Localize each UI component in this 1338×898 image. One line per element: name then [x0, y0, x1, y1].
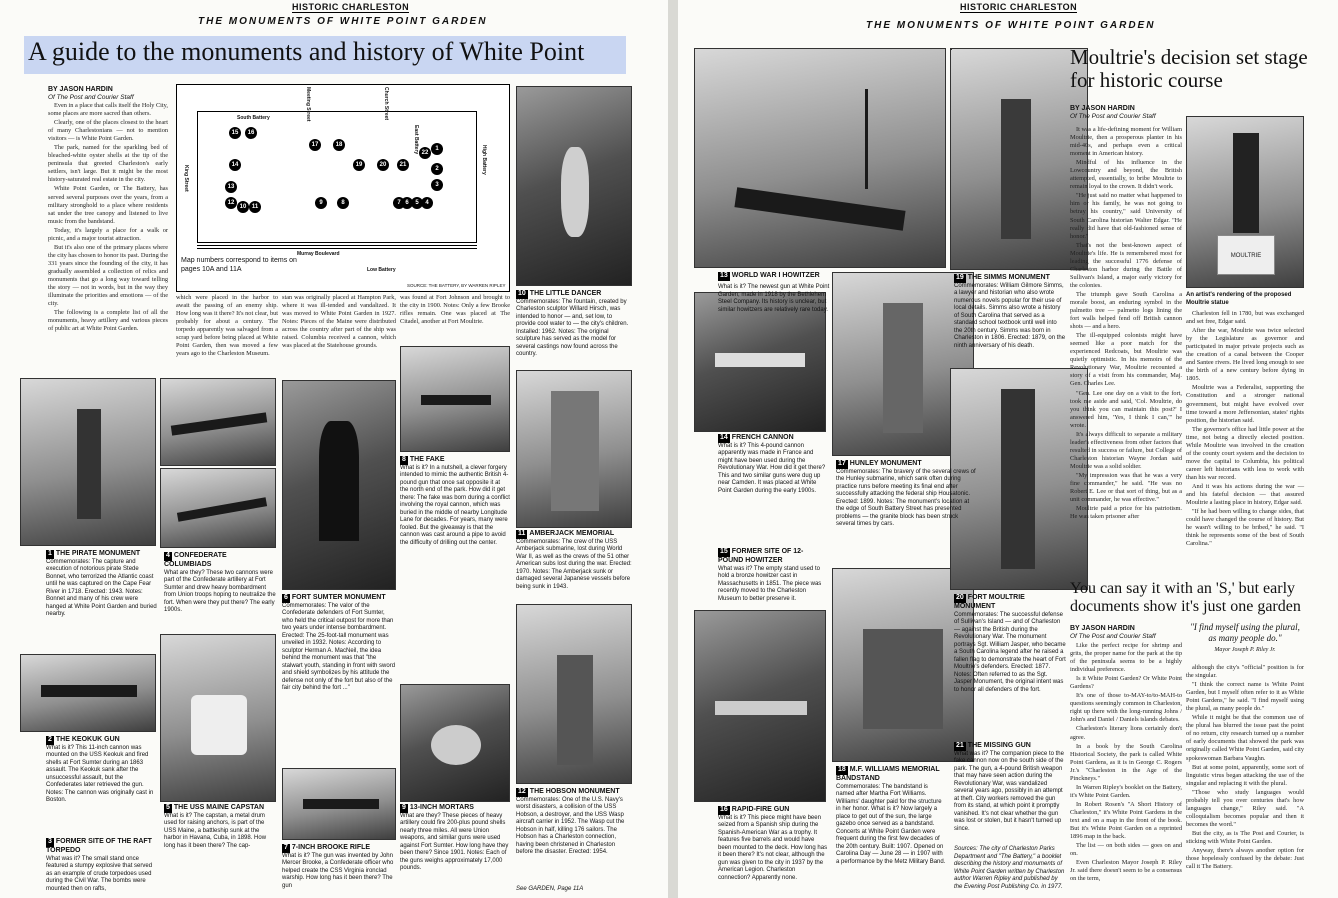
moultrie-photo-caption: An artist's rendering of the proposed Moultrie statue: [1186, 292, 1292, 306]
paragraph: In Warren Ripley's booklet on the Battery, it's White Point Garden.: [1070, 783, 1182, 799]
paragraph: Today, it's largely a place for a walk or picnic, and a major tourist attraction.: [48, 226, 168, 242]
item-caption-21: 21 THE MISSING GUN What was it? The companion piece to the fake cannon now on the south side of the park. The gun, a 4-pound British weapon that may have seen action during the Revolutionary War, was vandalized several years ago, possibly in an attempt at theft. City workers removed the gun from its stand, at which point it promptly vanished. It's not clear whether the gun was lost or stolen, but it hasn't turned up since.: [954, 742, 1064, 832]
moultrie-headline: Moultrie's decision set stage for historic course: [1070, 45, 1308, 93]
item-caption-13-title: 13 WORLD WAR I HOWITZER: [720, 272, 820, 279]
moultrie-byline: [1070, 104, 1190, 122]
maine-capstan-photo: [160, 634, 276, 802]
paragraph: "I think the correct name is White Point Garden, but I myself often refer to it as White Point Gardens," he said. "I find myself using the plural, as many people do.": [1186, 681, 1304, 713]
item-caption-2: 2 THE KEOKUK GUN What is it? This 11-inch cannon was mounted on the USS Keokuk and fired shells at Fort Sumter during an 1863 assault. The Keokuk sank after the unsuccessful assault, but the Confederates later retrieved the gun. Notes: The cannon was originally cast in Boston.: [46, 736, 154, 804]
street-label: East Battery: [413, 125, 419, 155]
headline-highlight-box[interactable]: [24, 36, 626, 74]
item-caption-6: 6 FORT SUMTER MONUMENT Commemorates: The valor of the Confederate defenders of Fort Sumter, who held the critical outpost for more than two years under intense bombardment. Erected: The 25-foot-tall monument was unveiled in 1932. Notes: According to sculptor Herman A. MacNeil, the idea behind the monument was that "the stalwart youth, standing in front with sword and shield symbolizes by his attitude the defense not only of the fort but also of the fair city behind the fort ...": [282, 594, 396, 692]
paragraph: "If he had been willing to change sides, that could have changed the course of history. But he wasn't willing to be bribed," he said. "I think he represents some of the best of South Carolina.": [1186, 508, 1304, 548]
paragraph: That's not the best-known aspect of Moultrie's life. He is remembered most for leading the successful 1776 defense of Charleston harbor during the Battle of Sullivan's Island, a major early victory for the colonies.: [1070, 241, 1182, 289]
paragraph: Is it White Point Garden? Or White Point Gardens?: [1070, 675, 1182, 691]
map-pin-5: 5: [411, 197, 423, 209]
item-caption-16: 16 RAPID-FIRE GUN What is it? This piece might have been seized from a Spanish ship during the Spanish-American War as a trophy. It features five barrels and would have been mounted to the deck. How long has it been there? It's not clear, although the gun was given to the city in 1937 by the American Legion. Charleston connection? Apparently none.: [718, 806, 828, 881]
item-caption-12: 12 THE HOBSON MONUMENT Commemorates: One of the U.S. Navy's worst disasters, a collision of the USS Hobson, a destroyer, and the USS Wasp aircraft carrier in 1952. The Wasp cut the Hobson in half, killing 176 sailors. The Hobson has a Charleston connection, having been christened in Charleston before the disaster. Erected: 1954.: [516, 788, 625, 856]
map-pin-20: 20: [377, 159, 389, 171]
item-caption-11: 11 AMBERJACK MEMORIAL Commemorates: The crew of the USS Amberjack submarine, lost during World War II, as well as the crews of the 51 other American subs lost during the war. Erected: 1970. Notes: The Amberjack sunk or damaged several Japanese vessels before being sunk in 1943.: [516, 530, 632, 590]
brooke-continued-text: was found at Fort Johnson and brought to the city in 1900. Notes: Only a few Brooke rifles remain. One was placed at The Citadel, another at Fort Moultrie.: [400, 294, 510, 326]
moultrie-byline-org: Of The Post and Courier Staff: [1070, 113, 1156, 121]
item-caption-3: 3 FORMER SITE OF THE RAFT TORPEDO What was it? The small stand once featured a stumpy explosive that served as an example of crude torpedoes used during the Civil War. The bombs were mounted then on rafts,: [46, 838, 153, 892]
statue-plinth-label: MOULTRIE: [1217, 235, 1275, 275]
paragraph: The park, named for the sparkling bed of bleached-white oyster shells at the tip of the peninsula that greeted Charleston's early settlers, isn't large. But it might be the most history-saturated real estate in the city.: [48, 144, 168, 184]
item-caption-10: 10 THE LITTLE DANCER Commemorates: The fountain, created by Charleston sculptor Willard Hirsch, was intended to honor — and, set low, to provide cool water to — the city's children. Installed: 1962. Notes: The original sculpture has served as the model for several castings now found across the country.: [516, 290, 629, 358]
item-caption-15: 15 FORMER SITE OF 12-POUND HOWITZER What was it? The empty stand used to hold a bronze howitzer cast in Massachusetts in 1851. The piece was recently moved to the Charleston Museum to better preserve it.: [718, 548, 822, 602]
garden-article-text-continued: [1186, 664, 1304, 898]
paragraph: White Point Garden, or The Battery, has served several purposes over the years, from a military stronghold to a place where residents sat under the tree canopy and listened to live music from the bandstand.: [48, 185, 168, 225]
map-pin-6: 6: [401, 197, 413, 209]
paragraph: Moultrie paid a price for his patriotism. He was taken prisoner after: [1070, 505, 1182, 521]
street-label: Meeting Street: [305, 87, 311, 122]
byline: [48, 85, 168, 103]
paragraph: "He just said no matter what happened to him or his family, he was not going to betray his country," said University of South Carolina historian Walter Edgar. "He really did have that old-fashioned sense of honor.": [1070, 192, 1182, 240]
street-label: King Street: [183, 165, 189, 192]
paragraph: It's one of those to-MAY-to/to-MAH-to questions seemingly common in Charleston, right up there with the long-running Johns / John's and Daniel / Daniels islands debates.: [1070, 692, 1182, 724]
paragraph: "Gen. Lee one day on a visit to the fort, took me aside and said, 'Col. Moultrie, do you think you can maintain this post?' I answered him, 'Yes, I think I can,'" he wrote.: [1070, 389, 1182, 429]
paragraph: The governor's office had little power at the time, not being a directly elected position. While Moultrie was involved in the creation of the county court system and the decision to move the capital to Columbia, his political career left historians with less to work with than his war record.: [1186, 425, 1304, 481]
paragraph: While it might be that the common use of the plural has blurred the issue past the point of no return, city research turned up a number of early documents that showed the park was originally called White Point Garden, said city spokeswoman Barbara Vaughn.: [1186, 714, 1304, 762]
map-pin-2: 2: [431, 163, 443, 175]
pull-quote-text: "I find myself using the plural, as many people do.": [1190, 622, 1300, 644]
item-caption-20: 20 FORT MOULTRIE MONUMENT Commemorates: The successful defense of Sullivan's Island — and of Charleston — against the British during the Revolutionary War. The monument portrays Sgt. William Jasper, who became a South Carolina legend after he raised a fallen flag to demonstrate the heart of Fort Moultrie's defenders. Erected: 1877. Notes: Often referred to as the Sgt. Jasper Monument, the original intent was to honor all defenders of the fort.: [954, 594, 1066, 693]
pull-quote-attribution: Mayor Joseph P. Riley Jr.: [1214, 646, 1276, 653]
capstan-continued-text: stan was originally placed at Hampton Park, where it was ill-tended and vandalized. It was moved to White Point Garden in 1927. Notes: Pieces of the Maine were distributed across the country after part of the ship was raised. Columbia received a cannon, which was placed at the Statehouse grounds.: [282, 294, 396, 350]
map-pin-18: 18: [333, 139, 345, 151]
item-caption-18: 18 M.F. WILLIAMS MEMORIAL BANDSTAND Commemorates: The bandstand is named after Martha Fort Williams. Williams' daughter paid for the structure in her honor. What is it? Now largely a place to get out of the sun, the large gazebo once served as a bandstand. Concerts at White Point Garden were frequent during the first few decades of the 20th century. Built: 1907. Opened on Carolina Day — June 28 — in 1907 with a performance by the Metz Military Band.: [836, 766, 946, 865]
paragraph: In Robert Rosen's "A Short History of Charleston," it's White Point Gardens in the text and on a map in the front of the book. But it's White Point Garden on a reprinted 1896 map in the back.: [1070, 800, 1182, 841]
item-caption-14: 14 FRENCH CANNON What is it? This 4-pound cannon apparently was made in France and might have been used during the Revolutionary War. How did it get there? This and two similar guns were dug up near Camden. It was placed at White Point Garden during the early 1900s.: [718, 434, 826, 494]
paragraph: Even in a place that calls itself the Holy City, some places are more sacred than others.: [48, 102, 168, 118]
garden-byline-name: BY JASON HARDIN: [1070, 625, 1135, 632]
paragraph: Like the perfect recipe for shrimp and grits, the proper name for the park at the tip of the peninsula seems to be a highly individual preference.: [1070, 642, 1182, 674]
bandstand-photo: [832, 568, 974, 762]
paragraph: Charleston's literary lions certainly don't agree.: [1070, 725, 1182, 741]
paragraph: Even Charleston Mayor Joseph P. Riley Jr. said there doesn't seem to be a consensus on the term,: [1070, 859, 1182, 883]
map-pin-14: 14: [229, 159, 241, 171]
map-pin-21: 21: [397, 159, 409, 171]
columbiad-photo-1: [160, 378, 276, 466]
spacer: [950, 48, 952, 50]
keokuk-gun-photo: [20, 654, 156, 732]
pull-quote: [1186, 622, 1304, 654]
paragraph: "Those who study languages would probably tell you over centuries that's how languages change," Riley said. "A colloquialism becomes popular and then it becomes the word.": [1186, 788, 1304, 828]
right-page: [678, 0, 1338, 898]
page-gutter: [668, 0, 678, 898]
columbiad-photo-2: [160, 468, 276, 548]
moultrie-byline-name: BY JASON HARDIN: [1070, 105, 1135, 112]
paragraph: "My impression was that he was a very fine commander," he said. "He was no Robert E. Lee or that sort of thing, but as a unit commander, he was effective.": [1070, 471, 1182, 504]
map-pin-7: 7: [393, 197, 405, 209]
map-pin-11: 11: [249, 201, 261, 213]
map-pin-10: 10: [237, 201, 249, 213]
paragraph: After the war, Moultrie was twice selected by the Legislature as governor and participated in major private projects such as the creation of a canal between the Cooper and Santee rivers. He lived long enough to see the birth of a new century before dying in 1805.: [1186, 327, 1304, 383]
brooke-rifle-photo: [282, 768, 396, 840]
item-caption-5: 5 THE USS MAINE CAPSTAN What is it? The capstan, a metal drum used for raising anchors, is part of the USS Maine, a battleship sunk at the harbor in Havana, Cuba, in 1898. How long has it been there? The cap-: [164, 804, 267, 849]
paragraph: Charleston fell in 1780, but was exchanged and set free, Edgar said.: [1186, 310, 1304, 326]
section-slug: HISTORIC CHARLESTON: [960, 2, 1078, 12]
moultrie-article-text-continued: [1186, 310, 1304, 574]
map-pin-15: 15: [229, 127, 241, 139]
paragraph: Mindful of his influence in the Lowcountry and beyond, the British attempted, essentially, to bribe Moultrie to remain loyal to the crown. It didn't work.: [1070, 159, 1182, 191]
paragraph: But the city, as is The Post and Courier, is sticking with White Point Garden.: [1186, 829, 1304, 845]
map-pin-1: 1: [431, 143, 443, 155]
item-caption-19: 19 THE SIMMS MONUMENT Commemorates: William Gilmore Simms, a lawyer and historian who also wrote numerous novels popular for their use of local details. Simms also wrote a history of South Carolina that served as a standard school textbook until well into the 20th century. Simms was born in Charleston in 1806. Erected: 1879, on the ninth anniversary of his death.: [954, 274, 1066, 349]
street-label: Low Battery: [367, 267, 396, 273]
left-page: [0, 0, 668, 898]
statue-photo: [950, 48, 1088, 270]
moultrie-statue-rendering: [1186, 116, 1304, 288]
paragraph: Clearly, one of the places closest to the heart of many Charlestonians — not to mention visitors — is White Point Garden.: [48, 119, 168, 143]
paragraph: The following is a complete list of all the monuments, heavy artillery and various pieces of public art at White Point Garden.: [48, 309, 168, 333]
little-dancer-photo: [516, 86, 632, 286]
rapid-fire-gun-photo: [694, 610, 826, 802]
map-pin-3: 3: [431, 179, 443, 191]
paragraph: In a book by the South Carolina Historical Society, the park is called White Point Gardens, as it is in George C. Rogers Jr.'s "Charleston in the Age of the Pinckneys.": [1070, 742, 1182, 782]
section-band: THE MONUMENTS OF WHITE POINT GARDEN: [866, 20, 1156, 31]
street-label: High Battery: [481, 145, 487, 175]
street-label: Murray Boulevard: [297, 251, 340, 257]
pirate-monument-photo: [20, 378, 156, 546]
boulevard-line: [197, 245, 477, 249]
paragraph: Moultrie was a Federalist, supporting the Constitution and a stronger national government, but might have evolved over time toward a more Jeffersonian, states' rights position, the historian said.: [1186, 384, 1304, 424]
map-pin-4: 4: [421, 197, 433, 209]
map-pin-19: 19: [353, 159, 365, 171]
map-caption: Map numbers correspond to items on pages 10A and 11A: [181, 257, 297, 273]
paragraph: The triumph gave South Carolina a morale boost, an enduring symbol in the palmetto tree — palmetto logs lining the fort walls helped fend off British cannon shots — and a hero.: [1070, 290, 1182, 331]
the-fake-cannon-photo: [400, 346, 510, 452]
park-map: [176, 84, 510, 292]
section-slug: HISTORIC CHARLESTON: [292, 2, 410, 12]
paragraph: It's always difficult to separate a military leader's effectiveness from other factors that resulted in success or failure, but College of Charleston historian Wayne Jordan said Moultrie was a solid soldier.: [1070, 430, 1182, 470]
map-pin-13: 13: [225, 181, 237, 193]
jump-line: See GARDEN, Page 11A: [516, 886, 584, 892]
section-band: THE MONUMENTS OF WHITE POINT GARDEN: [198, 16, 488, 27]
garden-name-headline: You can say it with an 'S,' but early documents show it's just one garden: [1070, 580, 1301, 615]
park-cannon-photo: [694, 48, 946, 268]
amberjack-memorial-photo: [516, 370, 632, 528]
byline-name: BY JASON HARDIN: [48, 86, 113, 93]
map-source: SOURCE: THE BATTERY, BY WARREN RIPLEY: [407, 283, 506, 288]
item-caption-4: 4 CONFEDERATE COLUMBIADS What are they? These two cannons were part of the Confederate artillery at Fort Sumter and drew heavy bombardment from Union troops hoping to neutralize the fort. When were they put there? The early 1900s.: [164, 552, 276, 613]
paragraph: But at some point, apparently, some sort of linguistic virus began attacking the use of the singular and replacing it with the plural.: [1186, 763, 1304, 787]
item-caption-9: 9 13-INCH MORTARS What are they? These pieces of heavy artillery could fire 200-plus pound shells nearly three miles. All were Union weapons, and similar guns were used against Fort Sumter. How long have they been there? Since 1901. Notes: Each of the guns weighs approximately 17,000 pounds.: [400, 804, 509, 872]
map-pin-17: 17: [309, 139, 321, 151]
garden-byline: [1070, 624, 1190, 642]
mortars-photo: [400, 684, 510, 802]
hobson-monument-photo: [516, 604, 632, 784]
item-caption-1: 1 THE PIRATE MONUMENT Commemorates: The capture and execution of notorious pirate Stede Bonnet, who terrorized the Atlantic coast until he was captured on the Cape Fear River in 1718. Erected: 1943. Notes: Bonnet and many of his crew were hanged at White Point Garden and buried nearby.: [46, 550, 157, 618]
map-pin-9: 9: [315, 197, 327, 209]
moultrie-article-text: [1070, 126, 1182, 574]
garden-byline-org: Of The Post and Courier Staff: [1070, 633, 1156, 641]
paragraph: It was a life-defining moment for William Moultrie, then a prosperous planter in his mid-40s, and perhaps even a critical moment in American history.: [1070, 126, 1182, 158]
map-pin-16: 16: [245, 127, 257, 139]
intro-article-text: [48, 102, 168, 374]
map-pin-8: 8: [337, 197, 349, 209]
byline-org: Of The Post and Courier Staff: [48, 94, 134, 102]
torpedo-continued-text: which were placed in the harbor to await the passing of an enemy ship. How long was it there? It's not clear, but probably for about a century. The torpedo apparently was salvaged from a scrap yard before being placed at White Point Garden, then was moved a few years ago to the Charleston Museum.: [176, 294, 278, 358]
street-label: South Battery: [237, 115, 270, 121]
item-caption-8: 8 THE FAKE What is it? In a nutshell, a clever forgery intended to mimic the authentic British 4-pound gun that once sat opposite it at the north end of the park. How did it get there: The fake was born during a conflict involving the royal cannon, which was buried in the middle of nearby Longitude Lane for decades. For years, many were fooled. But the giveaway is that the cannon was cast around a pipe to avoid the difficulty of drilling out the center.: [400, 456, 510, 546]
item-caption-17: 17 HUNLEY MONUMENT Commemorates: The bravery of the several crews of the Hunley submarine, which sank often during practice runs before meeting its final end after successfully attacking the federal ship Housatonic. Erected: 1899. Notes: The monument's location at the edge of South Battery Street has presented problems — the granite block has been struck several times by cars.: [836, 460, 976, 528]
fort-sumter-monument-photo: [282, 380, 396, 590]
paragraph: And it was his actions during the war — and his fateful decision — that assured Moultrie a lasting place in history, Edgar said.: [1186, 482, 1304, 507]
paragraph: The list — on both sides — goes on and on.: [1070, 842, 1182, 858]
paragraph: Anyway, there's always another option for those hopelessly confused by the debate: Just call it The Battery.: [1186, 847, 1304, 871]
street-label: Church Street: [383, 87, 389, 121]
paragraph: although the city's "official" position is for the singular.: [1186, 664, 1304, 680]
paragraph: But it's also one of the primary places where the city has chosen to honor its past. During the 331 years since the founding of the city, it has gradually assembled a collection of relics and monuments that go a long way toward telling the story — not in words, but in the way they illuminate the priorities and emotions — of the city.: [48, 243, 168, 308]
sources-note: Sources: The city of Charleston Parks Department and "The Battery," a booklet describing the history and monuments of White Point Garden written by Charleston author Warren Ripley and published by the Evening Post Publishing Co. in 1977.: [954, 846, 1065, 890]
item-caption-7: 7 7-INCH BROOKE RIFLE What is it? The gun was invented by John Mercer Brooke, a Confederate officer who helped create the CSS Virginia ironclad warship. How long has it been there? The gun: [282, 844, 394, 889]
map-pin-22: 22: [419, 147, 431, 159]
page-headline: A guide to the monuments and history of White Point: [28, 37, 585, 66]
paragraph: The ill-equipped colonists might have seemed like a poor match for the experienced Redcoats, but Moultrie was quietly optimistic. In his memoirs of the Revolutionary War, Moultrie recounted a story of a visit from his commander, Maj. Gen. Charles Lee.: [1070, 332, 1182, 388]
garden-article-text: [1070, 642, 1182, 898]
item-caption-13-text: What is it? The newest gun at White Point Garden, made in 1918 by the Bethlehem Steel Company. Its history is unclear, but similar howitzers are relatively rare today.: [718, 284, 830, 313]
map-pin-12: 12: [225, 197, 237, 209]
